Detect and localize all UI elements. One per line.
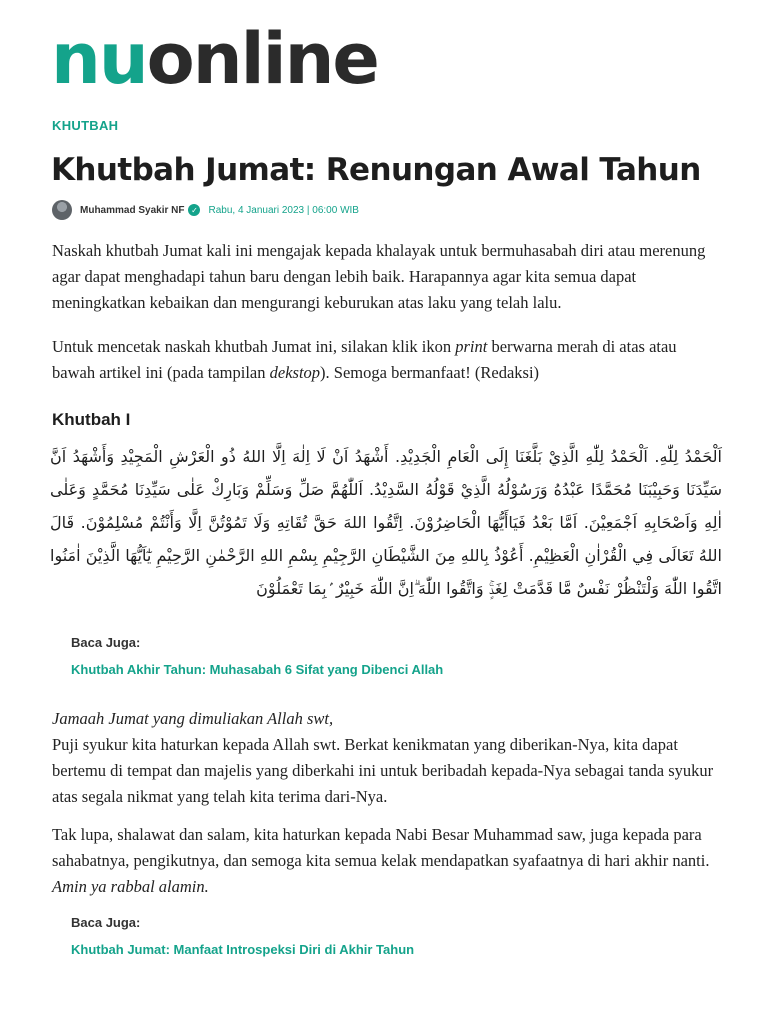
intro-desktop-word: dekstop [269, 363, 321, 382]
salutation: Jamaah Jumat yang dimuliakan Allah swt, [52, 709, 334, 728]
intro-text: berwarna merah di atas atau bawah artikel ini (pada tampilan [52, 337, 677, 382]
publish-date: Rabu, 4 Januari 2023 | 06:00 WIB [208, 204, 359, 216]
logo-nu: nu [51, 18, 147, 100]
related-link[interactable]: Khutbah Akhir Tahun: Muhasabah 6 Sifat yang Dibenci Allah [71, 662, 444, 677]
body-paragraph-1 [52, 706, 722, 810]
verified-badge-icon: ✓ [188, 204, 200, 216]
arabic-khutbah-text: اَلْحَمْدُ لِلّٰهِ. اَلْحَمْدُ لِلّٰهِ الَّذِيْ بَلَّغَنَا إِلَى الْعَامِ الْجَدِيْدِ. أَشْهَدُ اَنْ لَا اِلٰهَ اِلَّا اللهُ ذُو الْعَرْشِ الْمَجِيْدِ وَأَشْهَدُ اَنَّ سَيِّدَنَا وَحَبِيْبَنَا مُحَمَّدًا عَبْدُهُ وَرَسُوْلُهُ الَّذِيْ قَوْلُهُ السَّدِيْدُ. اَللّٰهُمَّ صَلِّ وَسَلِّمْ وَبَارِكْ عَلٰى سَيِّدِنَا مُحَمَّدٍ وَعَلٰى اٰلِهِ وَاَصْحَابِهِ اَجْمَعِيْنَ. اَمَّا بَعْدُ فَيَاأَيُّهَا الْحَاضِرُوْنَ. اِتَّقُوا اللهَ حَقَّ تُقَاتِهِ وَلَا تَمُوْتُنَّ اِلَّا وَأَنْتُمْ مُسْلِمُوْنَ. قَالَ اللهُ تَعَالَى فِي الْقُرْاٰنِ الْعَظِيْمِ. أَعُوْذُ بِاللهِ مِنَ الشَّيْطَانِ الرَّجِيْمِ بِسْمِ اللهِ الرَّحْمٰنِ الرَّحِيْمِ يٰٓاَيُّهَا الَّذِيْنَ اٰمَنُوا اتَّقُوا اللّٰهَ وَلْتَنْظُرْ نَفْسٌ مَّا قَدَّمَتْ لِغَدٍۚ وَاتَّقُوا اللّٰهَ ۗاِنَّ اللّٰهَ خَبِيْرٌ ۢبِمَا تَعْمَلُوْنَ [50, 447, 722, 598]
intro-paragraph-2 [52, 334, 722, 386]
category-link[interactable]: KHUTBAH [52, 118, 119, 133]
related-link[interactable]: Khutbah Jumat: Manfaat Introspeksi Diri di Akhir Tahun [71, 942, 415, 957]
intro-print-word: print [455, 337, 488, 356]
related-article-2 [71, 915, 414, 957]
body-text: Puji syukur kita haturkan kepada Allah swt. Berkat kenikmatan yang diberikan-Nya, kita dapat bertemu di tempat dan majelis yang diberkahi ini untuk beribadah kepada-Nya sebagai tanda syukur atas segala nikmat yang telah kita terima dari-Nya. [52, 735, 714, 806]
intro-text: ). Semoga bermanfaat! (Redaksi) [320, 363, 540, 382]
author-name[interactable]: Muhammad Syakir NF [80, 204, 185, 216]
logo-online: online [146, 18, 378, 100]
byline [52, 200, 359, 220]
amin-phrase: Amin ya rabbal alamin. [52, 877, 209, 896]
section-heading: Khutbah I [52, 410, 131, 429]
author-avatar [52, 200, 72, 220]
body-text: Tak lupa, shalawat dan salam, kita haturkan kepada Nabi Besar Muhammad saw, juga kepada para sahabatnya, pengikutnya, dan semoga kita semua kelak mendapatkan syafaatnya di hari akhir nanti. [52, 825, 710, 870]
intro-paragraph-1: Naskah khutbah Jumat kali ini mengajak kepada khalayak untuk bermuhasabah diri atau merenung agar dapat menghadapi tahun baru dengan lebih baik. Harapannya agar kita semua dapat meningkatkan kebaikan dan mengurangi keburukan atas laku yang telah lalu. [52, 241, 706, 312]
related-label: Baca Juga: [71, 635, 141, 650]
intro-text: Untuk mencetak naskah khutbah Jumat ini, silakan klik ikon [52, 337, 456, 356]
related-article-1 [71, 635, 443, 677]
related-label: Baca Juga: [71, 915, 141, 930]
article-title: Khutbah Jumat: Renungan Awal Tahun [51, 152, 701, 188]
body-paragraph-2 [52, 822, 722, 900]
site-logo[interactable] [51, 18, 378, 100]
